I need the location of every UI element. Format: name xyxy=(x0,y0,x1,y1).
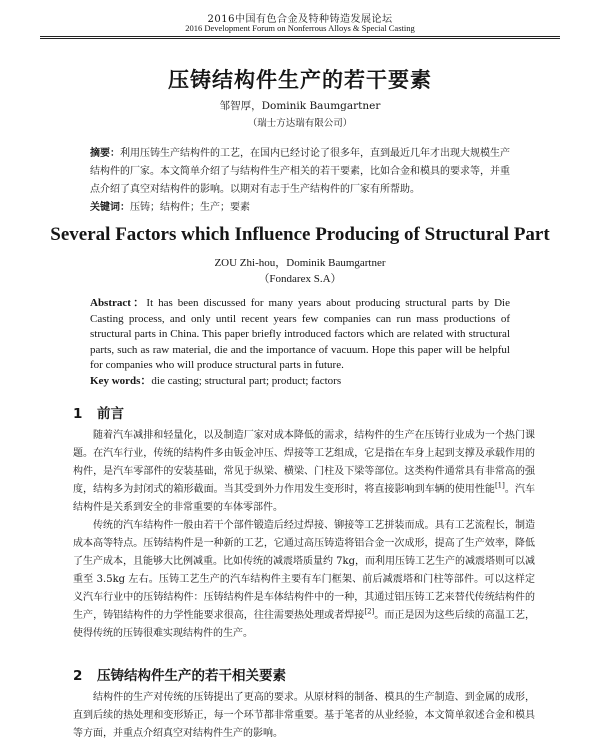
header-rule xyxy=(40,36,560,37)
affiliation-zh: （瑞士方达瑞有限公司） xyxy=(247,118,353,129)
abstract-zh-label: 摘要： xyxy=(90,148,120,159)
keywords-en-label: Key words： xyxy=(90,374,152,387)
section-1-heading xyxy=(73,402,124,422)
section-2-body xyxy=(73,689,535,743)
keywords-zh-label: 关键词： xyxy=(90,202,130,213)
authors-en: ZOU Zhi-hou，Dominik Baumgartner xyxy=(214,257,386,269)
section-1-body xyxy=(73,427,535,643)
authors-zh: 邹智厚，Dominik Baumgartner xyxy=(219,100,381,112)
abstract-zh xyxy=(90,145,510,217)
section-1-title: 前言 xyxy=(97,406,124,422)
abstract-en xyxy=(90,296,510,389)
running-header-zh: 2016中国有色合金及特种铸造发展论坛 xyxy=(207,14,393,25)
section-1-paragraph-2: 传统的汽车结构件一般由若干个部件锻造后经过焊接、铆接等工艺拼装而成。具有工艺流程长，制造成本高等特点。压铸结构件是一种新的工艺，它通过高压铸造将铝合金一次成形，提高了生产效率，降低了生产成本，且能够大比例减重。比如传统的减震塔质量约 7kg，而利用压铸工艺生产的减震塔则可以减重至 3.5kg 左右。压铸工艺生产的汽车结构件主要有车门框架、前后减震塔和门柱等部件。可以这样定义汽车行业中的压铸结构件：压铸结构件是车体结构件中的一种，其通过铝压铸工艺来替代传统结构件的生产，铸铝结构件的力学性能要求很高，往往需要热处理或者焊接[2]。而正是因为这些后续的高温工艺，使得传统的压铸很难实现结构件的生产。 xyxy=(73,520,536,639)
section-2-number: 2 xyxy=(73,668,83,684)
abstract-zh-text: 利用压铸生产结构件的工艺，在国内已经讨论了很多年，直到最近几年才出现大规模生产结构件的厂家。本文简单介绍了与结构件生产相关的若干要素，比如合金和模具的要求等，并重点介绍了真空对结构件的影响。以期对有志于生产结构件的厂家有所帮助。 xyxy=(90,148,510,195)
section-2-title: 压铸结构件生产的若干相关要素 xyxy=(97,668,286,684)
section-2-paragraph-1: 结构件的生产对传统的压铸提出了更高的要求。从原材料的制备、模具的生产制造、到金属的成形，直到后续的热处理和变形矫正，每一个环节都非常重要。基于笔者的从业经验，本文简单叙述合金和模具等方面，并重点介绍真空对结构件生产的影响。 xyxy=(73,692,535,739)
header-rule-secondary xyxy=(40,38,560,39)
abstract-en-text: It has been discussed for many years about producing structural parts by Die Casting process, and only until recent years few companies can run mass productions of structural parts in China. This paper briefly introduced factors which are related with structural parts, such as raw material, die and the importance of vacuum. Hope this paper will be helpful for companies who will produce structural parts in future. xyxy=(90,297,510,371)
citation-2: [2] xyxy=(364,607,375,616)
keywords-en-text: die casting; structural part; product; factors xyxy=(151,374,342,387)
paper-title-en: Several Factors which Influence Producing of Structural Part xyxy=(50,224,550,245)
abstract-en-label: Abstract： xyxy=(90,297,147,309)
affiliation-en: （Fondarex S.A） xyxy=(258,273,342,285)
section-1-number: 1 xyxy=(73,406,83,422)
section-1-paragraph-1: 随着汽车减排和轻量化，以及制造厂家对成本降低的需求，结构件的生产在压铸行业成为一个热门课题。在汽车行业，传统的结构件多由钣金冲压、焊接等工艺组成，它是指在车身上起到支撑及承载作用的构件，是汽车零部件的安装基础，常见于纵梁、横梁、门柱及下梁等部位。这类构件通常具有非常高的强度，结构多为封闭式的箱形截面。当其受到外力作用发生变形时，将直接影响到车辆的使用性能[1]。汽车结构件是关系到安全的非常重要的车体零部件。 xyxy=(73,430,536,513)
keywords-zh-text: 压铸；结构件；生产；要素 xyxy=(130,202,250,213)
paper-title-zh: 压铸结构件生产的若干要素 xyxy=(168,68,432,92)
citation-1: [1] xyxy=(494,481,505,490)
running-header-en: 2016 Development Forum on Nonferrous Alloys & Special Casting xyxy=(185,23,415,33)
section-2-heading xyxy=(73,664,286,684)
